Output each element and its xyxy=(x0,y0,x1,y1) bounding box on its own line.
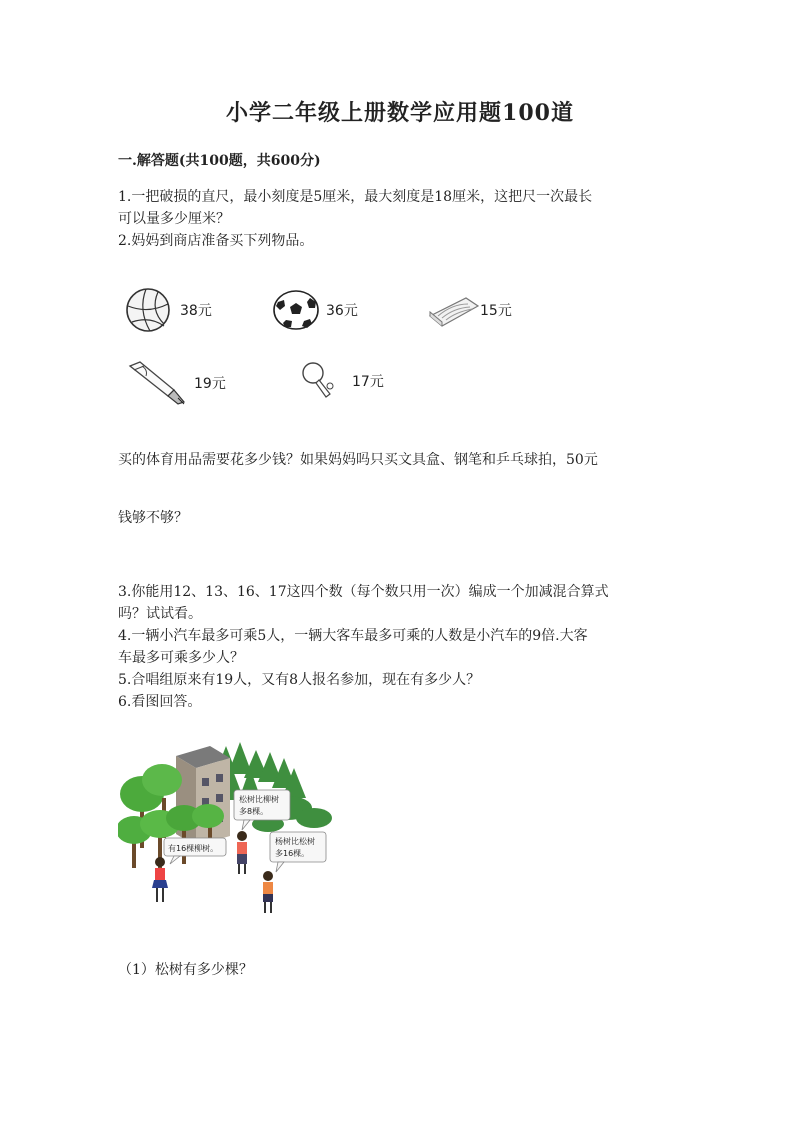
trees-scene-icon xyxy=(118,738,333,916)
ping-pong-paddle-icon xyxy=(300,360,344,402)
question-2-intro: 2.妈妈到商店准备买下列物品。 xyxy=(118,233,314,249)
fountain-pen-icon xyxy=(126,360,188,406)
price-soccer-ball: 36元 xyxy=(326,303,358,319)
price-fountain-pen: 19元 xyxy=(194,376,226,392)
item-ping-pong-paddle xyxy=(300,360,384,402)
item-soccer-ball xyxy=(272,288,358,332)
item-basketball xyxy=(124,286,212,334)
question-6-intro: 6.看图回答。 xyxy=(118,694,202,710)
bubble-pine-line-1: 松树比柳树 xyxy=(239,795,279,804)
girl-figure xyxy=(152,857,168,902)
soccer-ball-icon xyxy=(272,288,320,332)
bubble-pine-line-2: 多8棵。 xyxy=(239,807,269,816)
question-3-line-2: 吗？试试看。 xyxy=(118,606,202,622)
bubble-willow: 有16棵柳树。 xyxy=(168,844,219,853)
bubble-poplar-line-2: 多16棵。 xyxy=(275,849,310,858)
price-ping-pong-paddle: 17元 xyxy=(352,374,384,390)
page-title: 小学二年级上册数学应用题100道 xyxy=(226,100,574,126)
question-1-line-2: 可以量多少厘米？ xyxy=(118,211,230,227)
question-6-sub-1: （1）松树有多少棵？ xyxy=(118,962,253,978)
item-fountain-pen xyxy=(126,360,226,406)
question-2-line-2: 钱够不够？ xyxy=(118,510,188,526)
section-heading: 一.解答题(共100题，共600分) xyxy=(118,153,321,169)
question-1-line-1: 1.一把破损的直尺，最小刻度是5厘米，最大刻度是18厘米，这把尺一次最长 xyxy=(118,189,593,205)
price-pencil-box: 15元 xyxy=(480,303,512,319)
trees-illustration xyxy=(118,738,333,916)
question-5-line-1: 5.合唱组原来有19人，又有8人报名参加，现在有多少人？ xyxy=(118,672,481,688)
pencil-box-icon xyxy=(426,290,480,330)
basketball-icon xyxy=(124,286,174,334)
question-2-line-1: 买的体育用品需要花多少钱？如果妈妈吗只买文具盒、钢笔和乒乓球拍，50元 xyxy=(118,452,598,468)
question-4-line-1: 4.一辆小汽车最多可乘5人，一辆大客车最多可乘的人数是小汽车的9倍.大客 xyxy=(118,628,588,644)
boy-figure-right xyxy=(263,871,273,913)
question-4-line-2: 车最多可乘多少人？ xyxy=(118,650,244,666)
price-basketball: 38元 xyxy=(180,303,212,319)
question-3-line-1: 3.你能用12、13、16、17这四个数（每个数只用一次）编成一个加减混合算式 xyxy=(118,584,609,600)
boy-figure-middle xyxy=(237,831,247,874)
item-pencil-box xyxy=(426,290,512,330)
bubble-poplar-line-1: 杨树比松树 xyxy=(275,837,315,846)
